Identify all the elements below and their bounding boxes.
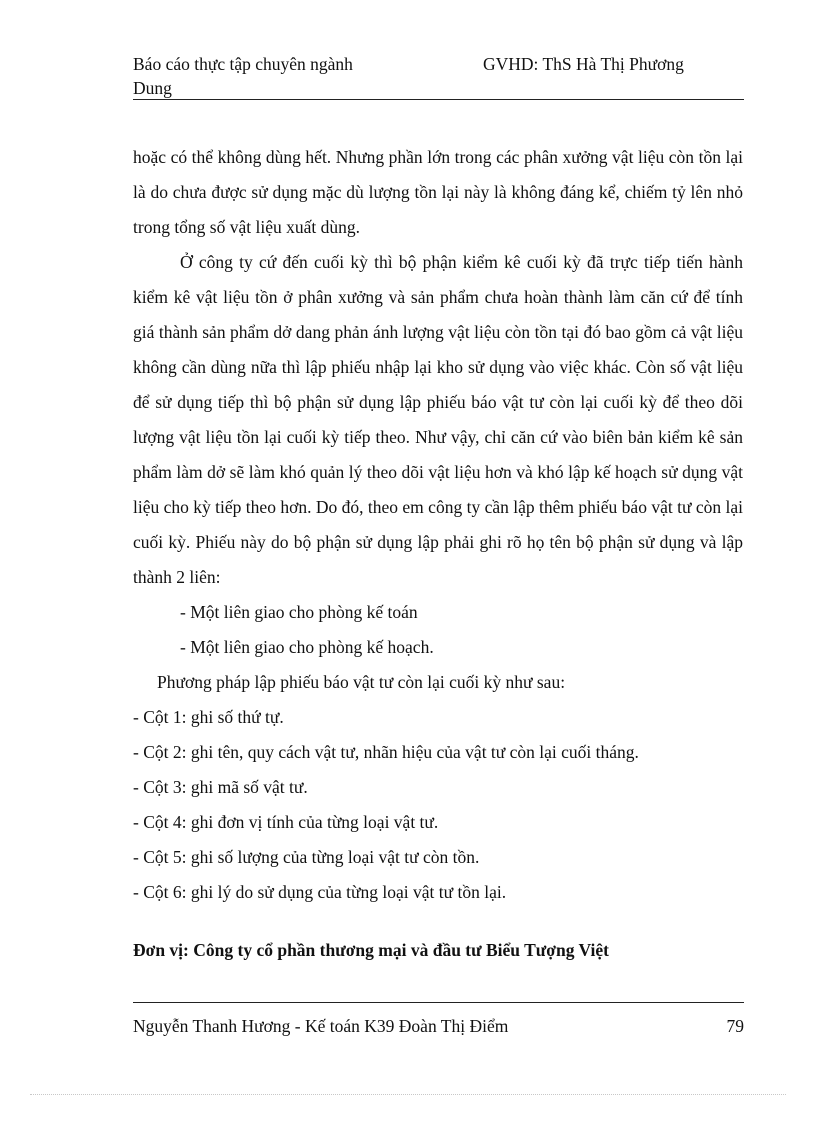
column-item: - Cột 3: ghi mã số vật tư.: [133, 777, 308, 797]
main-content: [133, 140, 743, 910]
report-title: Báo cáo thực tập chuyên ngành: [133, 54, 353, 74]
footer-divider-right: [700, 1002, 744, 1003]
column-item: - Cột 4: ghi đơn vị tính của từng loại vật tư.: [133, 812, 439, 832]
column-item: - Cột 6: ghi lý do sử dụng của từng loại vật tư tồn lại.: [133, 882, 507, 902]
copy-item: - Một liên giao cho phòng kế toán: [180, 602, 418, 622]
column-item: - Cột 5: ghi số lượng của từng loại vật tư còn tồn.: [133, 847, 480, 867]
company-heading: Đơn vị: Công ty cổ phần thương mại và đầu tư Biểu Tượng Việt: [133, 940, 609, 960]
footer-author: Nguyễn Thanh Hương - Kế toán K39 Đoàn Thị Điểm: [133, 1016, 509, 1036]
header-divider: [133, 99, 501, 100]
copy-item: - Một liên giao cho phòng kế hoạch.: [180, 637, 434, 657]
supervisor-label: GVHD: ThS Hà Thị Phương: [483, 54, 684, 74]
paragraph-1: hoặc có thể không dùng hết. Nhưng phần lớn trong các phân xưởng vật liệu còn tồn lại là do chưa được sử dụng mặc dù lượng tồn lại này là không đáng kể, chiếm tỷ lên nhỏ trong tổng số vật liệu xuất dùng.: [133, 147, 743, 237]
header-divider-right: [501, 99, 744, 100]
footer-divider: [133, 1002, 700, 1003]
page-number: 79: [726, 1016, 744, 1036]
page-edge-dotted-line: [30, 1094, 786, 1095]
report-subtitle: Dung: [133, 78, 172, 98]
paragraph-2: Ở công ty cứ đến cuối kỳ thì bộ phận kiểm kê cuối kỳ đã trực tiếp tiến hành kiểm kê vật liệu tồn ở phân xưởng và sản phẩm chưa hoàn thành làm căn cứ để tính giá thành sản phẩm dở dang phản ánh lượng vật liệu còn tồn tại đó bao gồm cả vật liệu không cần dùng nữa thì lập phiếu nhập lại kho sử dụng vào việc khác. Còn số vật liệu để sử dụng tiếp thì bộ phận sử dụng lập phiếu báo vật tư còn lại cuối kỳ để theo dõi lượng vật liệu tồn lại cuối kỳ tiếp theo. Như vậy, chỉ căn cứ vào biên bản kiểm kê sản phẩm làm dở sẽ làm khó quản lý theo dõi vật liệu hơn và khó lập kế hoạch sử dụng vật liệu cho kỳ tiếp theo hơn. Do đó, theo em công ty cần lập thêm phiếu báo vật tư còn lại cuối kỳ. Phiếu này do bộ phận sử dụng lập phải ghi rõ họ tên bộ phận sử dụng và lập thành 2 liên:: [133, 252, 743, 587]
column-item: - Cột 2: ghi tên, quy cách vật tư, nhãn hiệu của vật tư còn lại cuối tháng.: [133, 742, 639, 762]
header-left: [133, 52, 433, 100]
column-item: - Cột 1: ghi số thứ tự.: [133, 707, 284, 727]
method-intro: Phương pháp lập phiếu báo vật tư còn lại cuối kỳ như sau:: [157, 672, 566, 692]
